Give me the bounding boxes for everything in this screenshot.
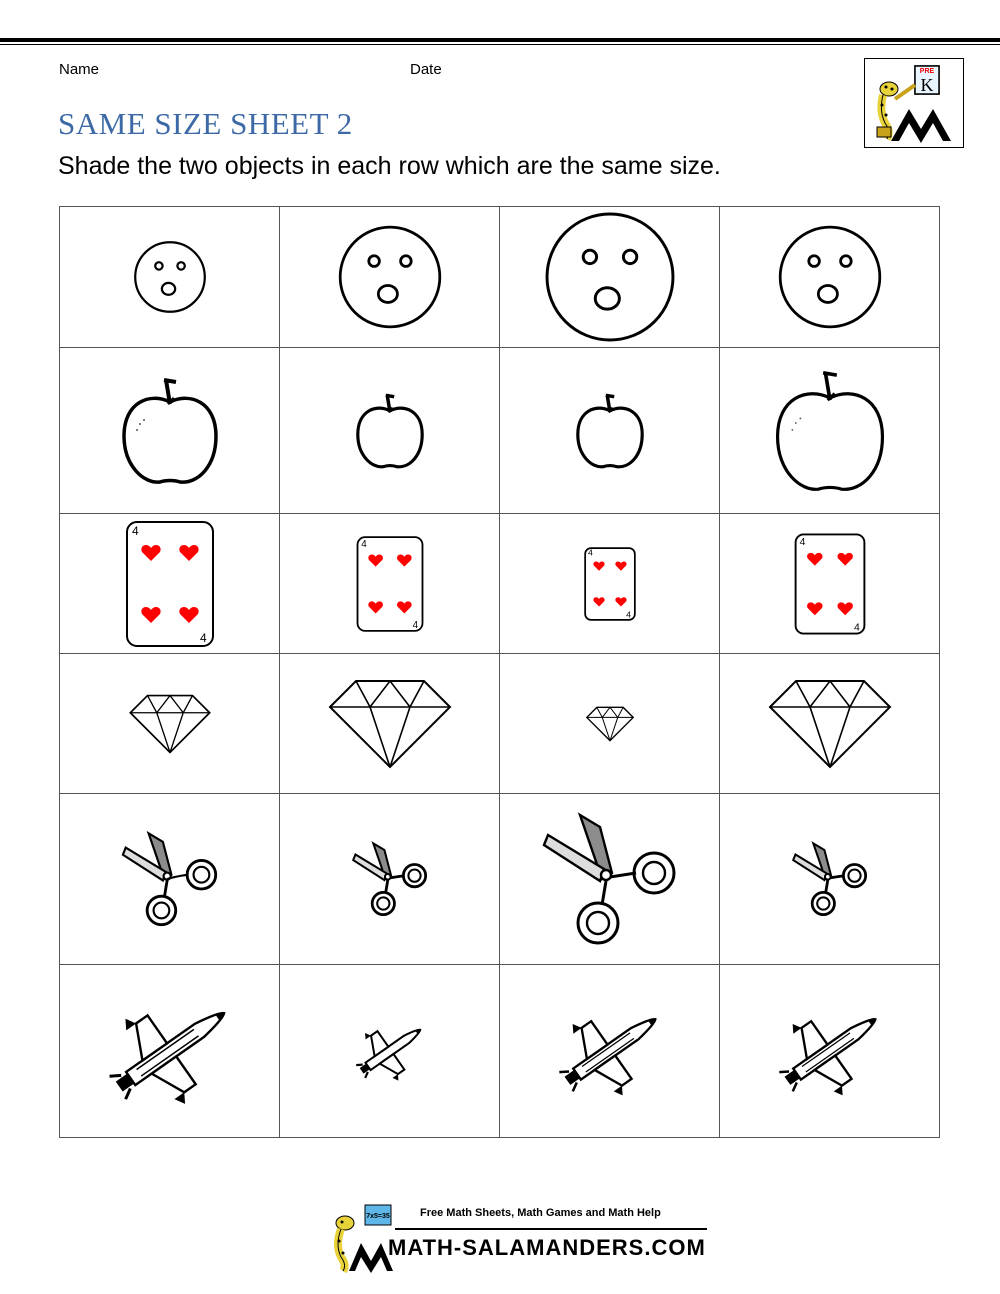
date-label: Date (410, 61, 442, 78)
logo-pre-text: PRE (919, 68, 935, 75)
prek-logo (864, 58, 964, 148)
footer-divider (395, 1228, 707, 1230)
cell[interactable] (720, 207, 940, 348)
footer-badge-text: 7x5=35 (366, 1213, 390, 1220)
objects-grid (59, 206, 940, 1138)
svg-text:4: 4 (199, 630, 207, 645)
diamond-icon (586, 705, 634, 743)
cell[interactable] (720, 965, 940, 1138)
cell[interactable] (720, 348, 940, 514)
face-icon (543, 210, 677, 344)
row-diamonds (60, 654, 940, 794)
cell[interactable] (720, 794, 940, 965)
cell[interactable] (720, 654, 940, 794)
cell[interactable] (720, 514, 940, 654)
cell[interactable] (280, 654, 500, 794)
cell[interactable] (60, 348, 280, 514)
row-faces (60, 207, 940, 348)
cell[interactable] (280, 207, 500, 348)
top-rule-thin (0, 44, 1000, 45)
top-rule (0, 38, 1000, 42)
scissors-icon (791, 840, 869, 918)
card-icon (125, 520, 215, 648)
cell[interactable] (280, 348, 500, 514)
svg-text:4: 4 (360, 538, 367, 550)
svg-text:4: 4 (625, 609, 631, 620)
shuttle-icon (553, 1004, 667, 1098)
svg-text:4: 4 (799, 536, 805, 548)
footer-tagline: Free Math Sheets, Math Games and Math Help (420, 1207, 661, 1219)
svg-text:4: 4 (412, 619, 418, 631)
apple-icon (120, 374, 220, 488)
row-apples (60, 348, 940, 514)
scissors-icon (120, 829, 220, 929)
card-icon (356, 531, 424, 637)
diamond-icon (768, 676, 892, 772)
cell[interactable] (280, 965, 500, 1138)
cell[interactable] (280, 514, 500, 654)
footer (325, 1203, 715, 1273)
apple-icon (355, 391, 425, 471)
row-scissors (60, 794, 940, 965)
instructions: Shade the two objects in each row which are the same size. (58, 152, 721, 180)
card-icon (794, 531, 866, 637)
shuttle-icon (102, 995, 238, 1107)
svg-text:4: 4 (587, 547, 593, 558)
card-icon (584, 544, 636, 624)
cell[interactable] (280, 794, 500, 965)
salamander-footer-icon (325, 1203, 395, 1273)
cell[interactable] (60, 207, 280, 348)
svg-text:4: 4 (131, 523, 139, 538)
cell[interactable] (500, 348, 720, 514)
cell[interactable] (60, 794, 280, 965)
scissors-icon (540, 809, 680, 949)
cell[interactable] (500, 794, 720, 965)
salamander-logo-icon (865, 59, 963, 147)
apple-icon (762, 366, 898, 496)
page-title: SAME SIZE SHEET 2 (58, 106, 353, 141)
row-shuttles (60, 965, 940, 1138)
apple-icon (575, 391, 645, 471)
diamond-icon (129, 694, 211, 754)
cell[interactable] (500, 207, 720, 348)
shuttle-icon (352, 1019, 428, 1083)
scissors-icon (351, 840, 429, 918)
footer-brand[interactable]: MATH-SALAMANDERS.COM (388, 1235, 706, 1260)
cell[interactable] (500, 514, 720, 654)
logo-k-text: K (920, 75, 934, 95)
diamond-icon (328, 676, 452, 772)
face-icon (337, 224, 443, 330)
svg-text:4: 4 (853, 621, 860, 633)
face-icon (777, 224, 883, 330)
name-label: Name (59, 61, 100, 78)
cell[interactable] (60, 654, 280, 794)
cell[interactable] (500, 654, 720, 794)
shuttle-icon (773, 1004, 887, 1098)
cell[interactable] (60, 965, 280, 1138)
face-icon (133, 240, 207, 314)
cell[interactable] (500, 965, 720, 1138)
cell[interactable] (60, 514, 280, 654)
row-cards (60, 514, 940, 654)
